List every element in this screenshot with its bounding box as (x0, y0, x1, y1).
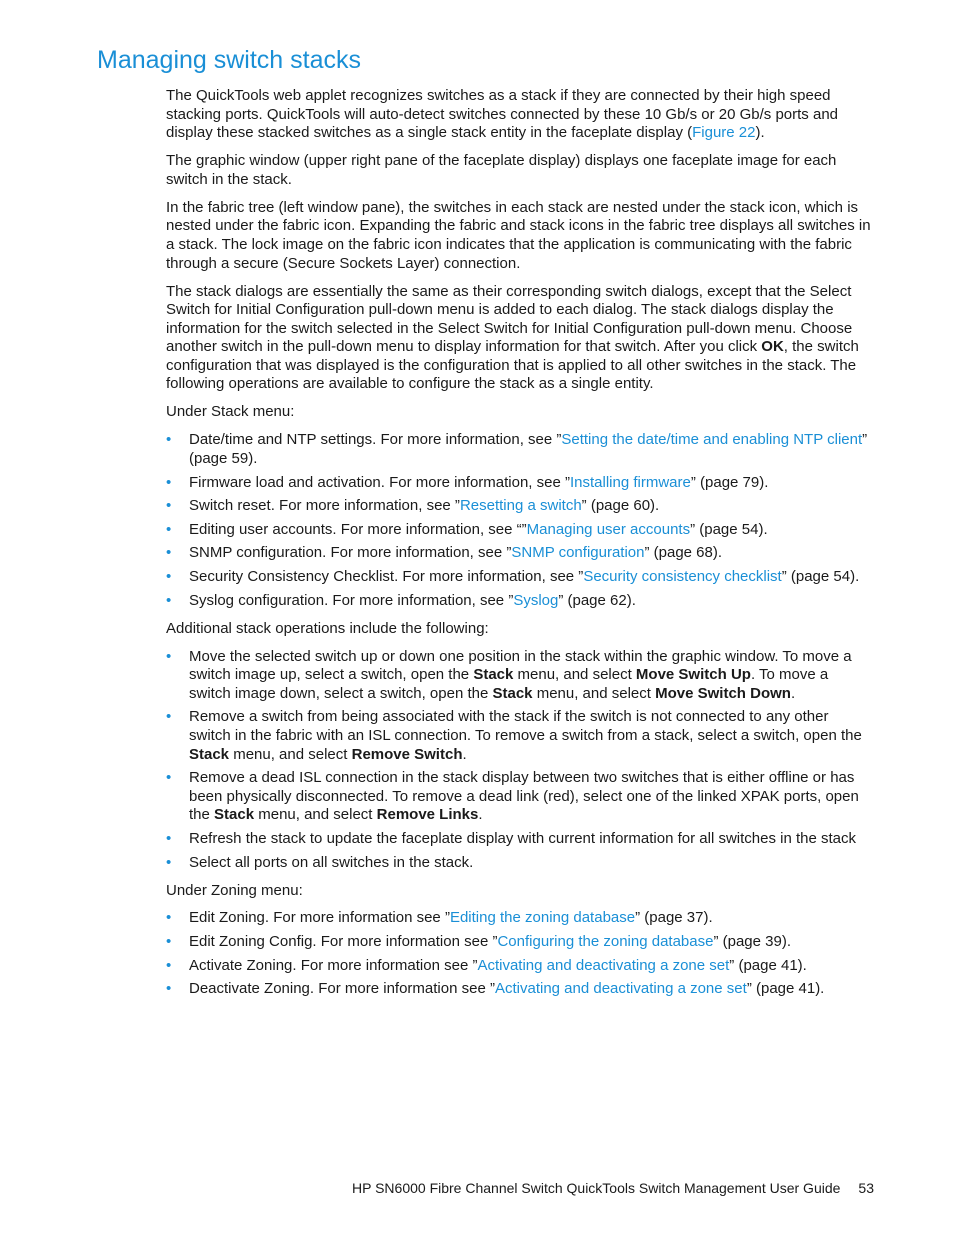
list-item (166, 980, 874, 999)
zoning-menu-list (166, 909, 874, 998)
item-text: ” (page 41). (746, 980, 825, 998)
item-text: Refresh the stack to update the faceplate display with current information for all switches in the stack (189, 829, 857, 847)
list-item (166, 933, 874, 952)
item-text: ” (page 41). (729, 956, 807, 974)
main-content (166, 87, 874, 1008)
cross-reference-link[interactable]: Configuring the zoning database (497, 933, 714, 951)
item-text: Activate Zoning. For more information see ” (189, 956, 478, 974)
bullet-icon: • (166, 956, 172, 974)
list-item (166, 957, 874, 976)
list-item (166, 708, 874, 764)
paragraph-intro (166, 87, 874, 143)
bullet-icon: • (166, 909, 172, 927)
bullet-icon: • (166, 647, 172, 665)
footer-title: HP SN6000 Fibre Channel Switch QuickTools Switch Management User Guide (352, 1180, 841, 1196)
item-text: menu, and select (513, 666, 636, 684)
cross-reference-link[interactable]: Security consistency checklist (583, 568, 782, 586)
cross-reference-link[interactable]: Installing firmware (569, 473, 691, 491)
item-text: Date/time and NTP settings. For more information, see ” (189, 431, 562, 449)
list-item (166, 854, 874, 873)
item-text: Deactivate Zoning. For more information see ” (189, 980, 495, 998)
bold-term: OK (761, 338, 784, 356)
list-item (166, 474, 874, 493)
item-text: menu, and select (229, 745, 352, 763)
item-text: Editing user accounts. For more information, see “” (189, 520, 527, 538)
list-item (166, 909, 874, 928)
paragraph-text: The QuickTools web applet recognizes switches as a stack if they are connected by their high speed stacking ports. QuickTools will auto-detect switches connected by these 10 Gb/s or 20 Gb/s ports and display these stacked switches as a single stack entity in the faceplate display ( (166, 87, 839, 142)
item-text: Syslog configuration. For more information, see ” (189, 591, 514, 609)
cross-reference-link[interactable]: Activating and deactivating a zone set (494, 980, 747, 998)
paragraph-text: The stack dialogs are essentially the same as their corresponding switch dialogs, except that the Select Switch for Initial Configuration pull-down menu is added to each dialog. The stack dialogs display the information for the switch selected in the Select Switch for Initial Configuration pull-down menu. Choose another switch in the pull-down menu to display information for that switch. After you click (166, 282, 853, 356)
paragraph-stack-dialogs (166, 283, 874, 395)
figure-link[interactable]: Figure 22 (692, 124, 756, 142)
bold-term: Stack (214, 806, 255, 824)
additional-operations-intro: Additional stack operations include the following: (166, 619, 489, 637)
item-text: ” (page 79). (690, 473, 769, 491)
bullet-icon: • (166, 520, 172, 538)
item-text: . (478, 806, 483, 824)
cross-reference-link[interactable]: Activating and deactivating a zone set (477, 956, 730, 974)
list-item (166, 521, 874, 540)
bold-term: Remove Links (376, 806, 479, 824)
cross-reference-link[interactable]: Resetting a switch (459, 497, 582, 515)
additional-operations-list (166, 648, 874, 873)
stack-menu-list (166, 431, 874, 610)
item-text: ” (page 54). (690, 520, 768, 538)
item-text: Select all ports on all switches in the stack. (189, 853, 474, 871)
cross-reference-link[interactable]: Setting the date/time and enabling NTP client (561, 431, 863, 449)
bullet-icon: • (166, 980, 172, 998)
item-text: Firmware load and activation. For more information, see ” (189, 473, 570, 491)
bullet-icon: • (166, 431, 172, 449)
bullet-icon: • (166, 591, 172, 609)
item-text: . (790, 684, 796, 702)
paragraph-graphic-window: The graphic window (upper right pane of the faceplate display) displays one faceplate image for each switch in the stack. (166, 152, 837, 188)
list-item (166, 830, 874, 849)
item-text: ” (page 54). (781, 568, 860, 586)
bold-term: Remove Switch (351, 745, 463, 763)
list-item (166, 497, 874, 516)
item-text: . To move a switch image down, select a switch, open the (189, 666, 829, 702)
bullet-icon: • (166, 568, 172, 586)
page-heading: Managing switch stacks (97, 46, 362, 74)
bold-term: Stack (492, 684, 533, 702)
item-text: Remove a switch from being associated with the stack if the switch is not connected to any other switch in the fabric with an ISL connection. To remove a switch from a stack, select a switch, open the (189, 708, 862, 744)
bullet-icon: • (166, 769, 172, 787)
item-text: Switch reset. For more information, see ” (189, 497, 460, 515)
bullet-icon: • (166, 497, 172, 515)
cross-reference-link[interactable]: SNMP configuration (511, 544, 645, 562)
cross-reference-link[interactable]: Managing user accounts (526, 520, 691, 538)
item-text: SNMP configuration. For more information, see ” (189, 544, 512, 562)
stack-menu-intro: Under Stack menu: (166, 403, 295, 421)
item-text: ” (page 37). (635, 909, 713, 927)
item-text: ” (page 62). (558, 591, 636, 609)
item-text: Remove a dead ISL connection in the stack display between two switches that is either offline or has been physically disconnected. To remove a dead link (red), select one of the linked XPAK ports, open the (189, 769, 859, 824)
page-number: 53 (858, 1180, 874, 1196)
bullet-icon: • (166, 933, 172, 951)
bold-term: Stack (473, 666, 514, 684)
list-item (166, 769, 874, 825)
bold-term: Move Switch Down (655, 684, 791, 702)
item-text: ” (page 68). (644, 544, 723, 562)
bullet-icon: • (166, 853, 172, 871)
cross-reference-link[interactable]: Editing the zoning database (449, 909, 636, 927)
paragraph-fabric-tree: In the fabric tree (left window pane), the switches in each stack are nested under the stack icon, which is nested under the fabric icon. Expanding the fabric and stack icons in the fabric tree displays all switches in a stack. The lock image on the fabric icon indicates that the application is communicating with the fabric through a secure (Secure Sockets Layer) connection. (166, 198, 871, 272)
list-item (166, 544, 874, 563)
list-item (166, 592, 874, 611)
paragraph-text: ). (755, 124, 765, 142)
item-text: . (462, 745, 467, 763)
list-item (166, 568, 874, 587)
item-text: ” (page 60). (581, 497, 660, 515)
item-text: ” (page 59). (189, 431, 868, 468)
item-text: Edit Zoning. For more information see ” (189, 909, 450, 927)
item-text: ” (page 39). (713, 933, 792, 951)
cross-reference-link[interactable]: Syslog (513, 591, 559, 609)
list-item (166, 431, 874, 468)
bold-term: Move Switch Up (635, 666, 751, 684)
bullet-icon: • (166, 473, 172, 491)
item-text: Move the selected switch up or down one position in the stack within the graphic window. To move a switch image up, select a switch, open the (189, 647, 852, 684)
item-text: Security Consistency Checklist. For more information, see ” (189, 568, 584, 586)
paragraph-text: , the switch configuration that was displayed is the configuration that is applied to all other switches in the stack. The following operations are available to configure the stack as a single entity. (166, 338, 859, 393)
page-footer (352, 1180, 874, 1196)
zoning-menu-intro: Under Zoning menu: (166, 881, 303, 899)
item-text: menu, and select (254, 806, 377, 824)
bullet-icon: • (166, 708, 172, 726)
item-text: menu, and select (532, 684, 656, 702)
bold-term: Stack (189, 745, 230, 763)
item-text: Edit Zoning Config. For more information see ” (189, 933, 498, 951)
bullet-icon: • (166, 829, 172, 847)
bullet-icon: • (166, 544, 172, 562)
list-item (166, 648, 874, 704)
